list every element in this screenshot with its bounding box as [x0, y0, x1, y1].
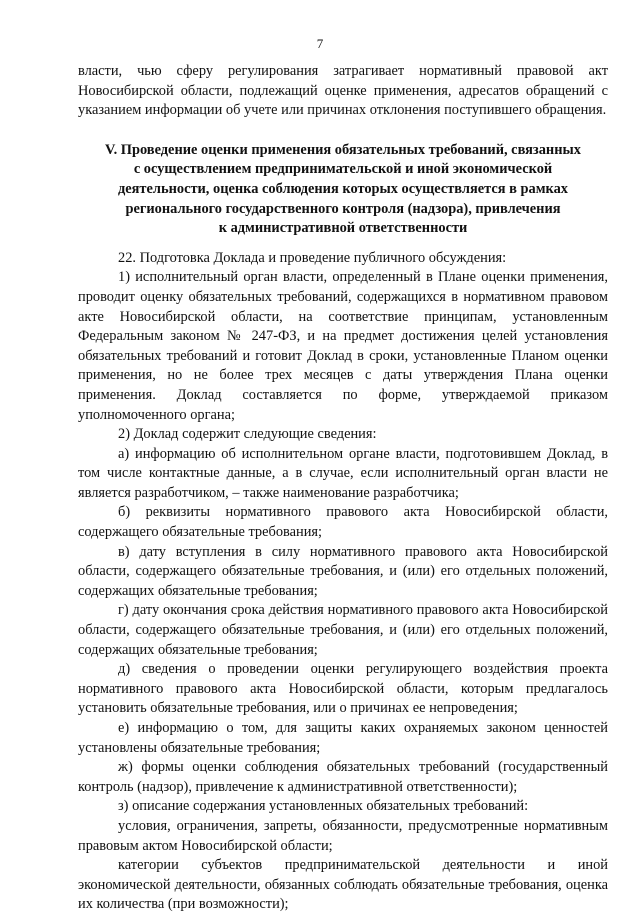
paragraph: 22. Подготовка Доклада и проведение публичного обсуждения:: [118, 249, 507, 266]
intro-paragraph: власти, чью сферу регулирования затрагивает нормативный правовой акт Новосибирской области, подлежащий оценке применения, адресатов обращений с указанием информации об учете или причинах отклонения поступившего обращения.: [78, 63, 608, 119]
paragraph: б) реквизиты нормативного правового акта Новосибирской области, содержащего обязательные требования;: [78, 504, 608, 541]
section-heading-line: регионального государственного контроля (надзора), привлечения: [125, 200, 561, 217]
page-number: 7: [316, 36, 324, 51]
paragraph: е) информацию о том, для защиты каких охраняемых законом ценностей установлены обязательные требования;: [78, 720, 608, 756]
paragraph: з) описание содержания установленных обязательных требований:: [118, 798, 529, 815]
paragraph: в) дату вступления в силу нормативного правового акта Новосибирской области, содержащего обязательные требования, и (или) его отдельных положений, содержащих обязательные требования;: [78, 543, 608, 599]
paragraph: г) дату окончания срока действия нормативного правового акта Новосибирской области, содержащего обязательные требования, и (или) его отдельных положений, содержащих обязательные требования;: [78, 602, 608, 658]
paragraph: 1) исполнительный орган власти, определенный в Плане оценки применения, проводит оценку обязательных требований, содержащихся в нормативном правовом акте Новосибирской области, на соответствие принципам, установленным Федеральным законом № 247-ФЗ, и на предмет достижения целей установления обязательных требований и готовит Доклад в сроки, установленные Планом оценки применения, но не более трех месяцев с даты утверждения Плана оценки применения. Доклад составляется по форме, утверждаемой приказом уполномоченного органа;: [78, 269, 608, 423]
paragraph: д) сведения о проведении оценки регулирующего воздействия проекта нормативного правового акта Новосибирской области, которым предлагалось установить обязательные требования, или о причинах ее непроведения;: [78, 661, 608, 717]
document-body: [78, 62, 608, 915]
paragraph: 2) Доклад содержит следующие сведения:: [118, 426, 377, 443]
paragraph: категории субъектов предпринимательской деятельности и иной экономической деятельности, обязанных соблюдать обязательные требования, оценка их количества (при возможности);: [78, 857, 608, 913]
section-heading-line: с осуществлением предпринимательской и иной экономической: [133, 161, 553, 178]
section-heading-line: к административной ответственности: [218, 220, 468, 237]
paragraph: а) информацию об исполнительном органе власти, подготовившем Доклад, в том числе контактные данные, а в случае, если исполнительный орган власти не является разработчиком, – также наименование разработчика;: [78, 445, 608, 501]
section-heading-line: деятельности, оценка соблюдения которых осуществляется в рамках: [117, 180, 568, 197]
section-heading-line: V. Проведение оценки применения обязательных требований, связанных: [105, 141, 581, 158]
paragraph: ж) формы оценки соблюдения обязательных требований (государственный контроль (надзор), привлечение к административной ответственности);: [78, 759, 608, 795]
section-heading: [78, 141, 608, 239]
paragraph: условия, ограничения, запреты, обязанности, предусмотренные нормативным правовым актом Новосибирской области;: [78, 817, 608, 854]
